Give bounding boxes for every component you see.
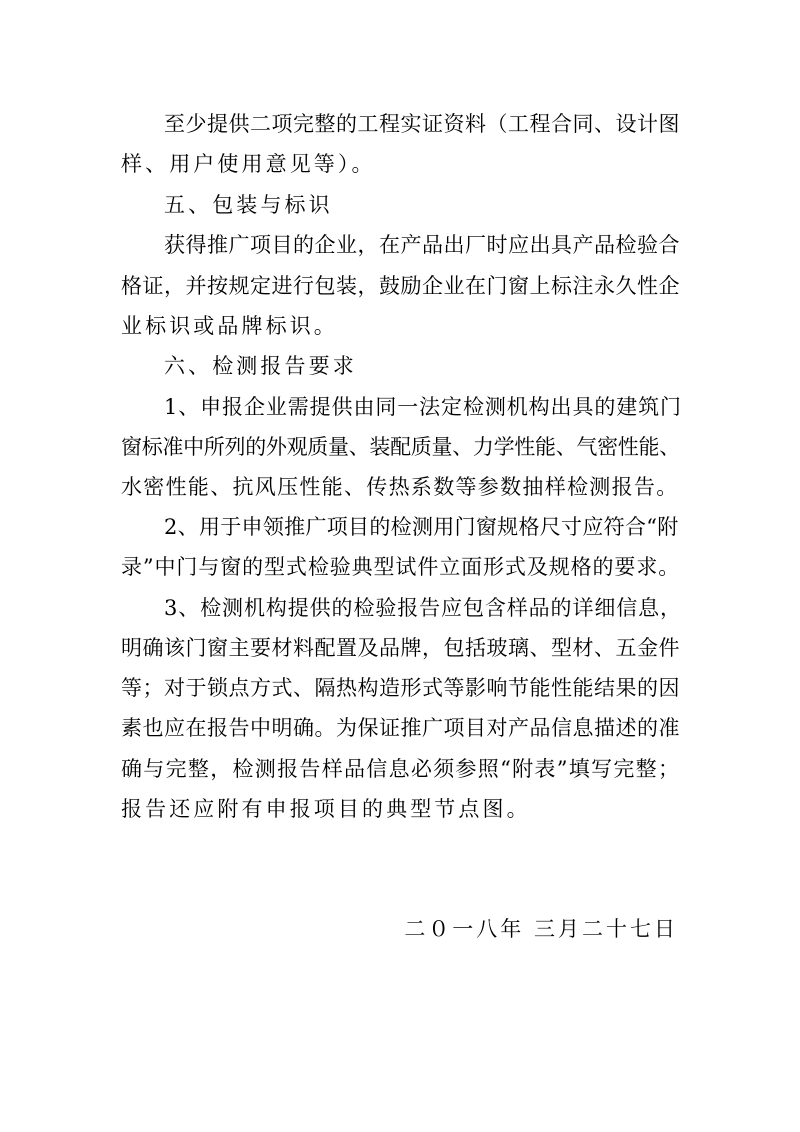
text-line: 窗标准中所列的外观质量、装配质量、力学性能、气密性能、 — [121, 435, 680, 459]
section-heading: 六、检测报告要求 — [164, 354, 357, 378]
text-line: 样、用户使用意见等）。 — [121, 152, 376, 176]
text-line: 等；对于锁点方式、隔热构造形式等影响节能性能结果的因 — [121, 676, 680, 700]
text-line: 报告还应附有申报项目的典型节点图。 — [121, 797, 531, 821]
section-heading: 五、包装与标识 — [164, 193, 333, 217]
text-line: 1、申报企业需提供由同一法定检测机构出具的建筑门 — [164, 395, 682, 419]
text-line: 至少提供二项完整的工程实证资料（工程合同、设计图 — [164, 112, 680, 136]
text-line: 录”中门与窗的型式检验典型试件立面形式及规格的要求。 — [121, 555, 681, 579]
text-line: 确与完整，检测报告样品信息必须参照“附表”填写完整； — [121, 757, 681, 781]
text-line: 格证，并按规定进行包装，鼓励企业在门窗上标注永久性企 — [121, 274, 680, 298]
text-line: 明确该门窗主要材料配置及品牌，包括玻璃、型材、五金件 — [121, 636, 680, 660]
text-line: 业标识或品牌标识。 — [121, 314, 338, 338]
text-line: 获得推广项目的企业，在产品出厂时应出具产品检验合 — [164, 233, 680, 257]
text-line: 3、检测机构提供的检验报告应包含样品的详细信息， — [164, 596, 682, 620]
text-line: 2、用于申领推广项目的检测用门窗规格尺寸应符合“附 — [164, 515, 679, 539]
document-date: 二０一八年 三月二十七日 — [404, 917, 678, 941]
text-line: 素也应在报告中明确。为保证推广项目对产品信息描述的准 — [121, 716, 680, 740]
text-line: 水密性能、抗风压性能、传热系数等参数抽样检测报告。 — [121, 475, 679, 499]
